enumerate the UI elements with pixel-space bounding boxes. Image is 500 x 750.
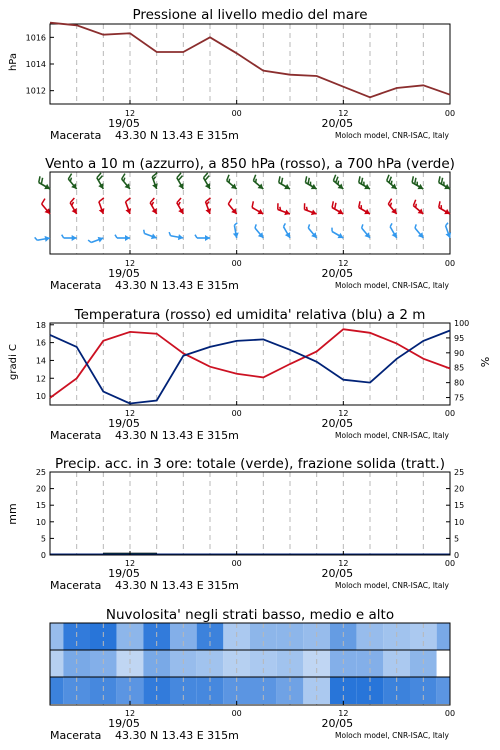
pressure-title: Pressione al livello medio del mare — [132, 7, 368, 23]
y-tick-label: 18 — [35, 320, 46, 330]
x-tick-label: 00 — [444, 709, 456, 718]
x-tick-label: 12 — [338, 409, 349, 418]
wind-barb — [35, 236, 50, 242]
y-tick-label: 10 — [35, 517, 46, 527]
wind-barb-feather — [255, 224, 256, 228]
x-tick-label: 12 — [124, 409, 136, 418]
wind-barb — [68, 174, 76, 189]
wind-barb — [390, 223, 397, 238]
y-tick-label: 25 — [454, 468, 465, 477]
wind-location: Macerata — [50, 279, 102, 292]
wind-barb-feather — [256, 179, 257, 183]
precip-panel — [6, 456, 464, 592]
wind-barb — [252, 201, 263, 214]
wind-barb-feather — [308, 178, 309, 184]
x-tick-label: 00 — [231, 259, 242, 268]
temperature-grid — [77, 323, 424, 405]
cloud-cell — [50, 623, 63, 650]
y-tick-label: 5 — [454, 534, 460, 544]
temperature-coords: 43.30 N 13.43 E 315m — [115, 429, 239, 442]
wind-barb-feather — [229, 179, 230, 183]
wind-barb-feather — [362, 224, 363, 228]
wind-barb-feather — [150, 198, 154, 203]
y-tick-label: 1014 — [25, 60, 46, 69]
wind-barb — [388, 199, 396, 214]
wind-barb-feather — [252, 201, 253, 207]
temperature-ylabel: gradi C — [8, 344, 19, 380]
pressure-grid — [77, 24, 424, 104]
wind-barb — [169, 232, 183, 240]
cloud-cell — [50, 677, 63, 704]
wind-barb — [228, 199, 236, 214]
wind-barb-feather — [361, 178, 362, 184]
wind-barb — [204, 173, 211, 189]
wind-barbs — [35, 173, 451, 243]
wind-barb — [122, 174, 130, 189]
cloud-coords: 43.30 N 13.43 E 315m — [115, 729, 239, 742]
pressure-coords: 43.30 N 13.43 E 315m — [115, 129, 239, 142]
wind-barb-feather — [169, 232, 170, 236]
precip-ylabel: mm — [6, 503, 19, 525]
y-tick-label: 15 — [35, 501, 46, 511]
wind-barb-feather — [391, 181, 392, 185]
cloud-cell — [50, 650, 63, 677]
wind-barb-head — [72, 235, 77, 241]
wind-barb-feather — [441, 178, 442, 184]
wind-barb — [332, 228, 343, 238]
y-tick-label: 0 — [40, 551, 46, 560]
date-label: 20/05 — [321, 717, 354, 730]
x-tick-label: 00 — [231, 409, 242, 418]
x-tick-label: 12 — [124, 559, 136, 568]
wind-barb — [253, 175, 263, 189]
precip-yticks — [36, 468, 54, 560]
date-label: 20/05 — [321, 417, 354, 430]
wind-barb — [195, 235, 210, 241]
wind-barb-feather — [439, 201, 440, 207]
date-label: 19/05 — [108, 117, 140, 130]
x-tick-label: 00 — [231, 109, 242, 118]
temperature-title: Temperatura (rosso) ed umidita' relativa (blu) a 2 m — [74, 307, 426, 323]
cloud-cell — [437, 623, 450, 650]
pressure-line — [50, 23, 450, 98]
wind-barb — [332, 201, 343, 214]
wind-barb — [305, 176, 316, 189]
wind-barb — [308, 224, 316, 238]
wind-barb-feather — [72, 202, 74, 205]
wind-barb — [359, 176, 370, 189]
precip-frame — [50, 472, 450, 555]
y-tick-label: 12 — [35, 374, 46, 384]
wind-barb — [227, 175, 237, 189]
cloud-title: Nuvolosita' negli strati basso, medio e alto — [105, 607, 395, 623]
wind-barb-feather — [88, 240, 91, 242]
y-tick-label: 85 — [454, 363, 465, 373]
x-tick-label: 12 — [124, 709, 136, 718]
wind-barb-feather — [280, 207, 281, 211]
x-tick-label: 12 — [338, 259, 349, 268]
wind-barb-feather — [35, 237, 38, 240]
wind-barb-feather — [39, 176, 40, 182]
wind-barb — [70, 198, 77, 214]
y-tick-label: 95 — [454, 333, 465, 343]
wind-barb-feather — [70, 178, 71, 182]
wind-coords: 43.30 N 13.43 E 315m — [115, 279, 239, 292]
precip-credit: Moloch model, CNR-ISAC, Italy — [335, 581, 449, 590]
wind-barb-feather — [195, 235, 197, 238]
date-label: 19/05 — [108, 567, 140, 580]
y-tick-label: 20 — [454, 484, 465, 494]
temperature-location: Macerata — [50, 429, 102, 442]
y-tick-label: 75 — [454, 393, 465, 403]
wind-barb — [415, 224, 423, 238]
x-tick-label: 12 — [124, 259, 136, 268]
date-label: 19/05 — [108, 717, 140, 730]
y-tick-label: 1012 — [25, 86, 46, 96]
y-tick-label: 1016 — [25, 33, 46, 43]
wind-barb — [284, 223, 291, 238]
temperature-yticks — [36, 321, 54, 401]
wind-barb-feather — [70, 198, 74, 203]
wind-barb — [39, 176, 50, 189]
y-tick-label: 15 — [454, 501, 465, 511]
x-tick-label: 00 — [444, 559, 456, 568]
x-tick-label: 12 — [124, 109, 136, 118]
pressure-location: Macerata — [50, 129, 102, 142]
wind-barb — [412, 176, 423, 189]
x-tick-label: 00 — [444, 259, 456, 268]
y-tick-label: 5 — [40, 534, 46, 544]
wind-barb-feather — [335, 203, 336, 209]
cloud-cells — [50, 623, 450, 704]
precip-coords: 43.30 N 13.43 E 315m — [115, 579, 239, 592]
wind-barb-feather — [178, 202, 180, 205]
x-tick-label: 00 — [444, 109, 456, 118]
wind-barb-feather — [333, 175, 335, 181]
temperature-credit: Moloch model, CNR-ISAC, Italy — [335, 431, 449, 440]
wind-barb — [387, 175, 397, 189]
wind-barb-feather — [359, 176, 360, 182]
precip-grid — [77, 472, 424, 555]
y-tick-label: 0 — [454, 551, 460, 560]
date-label: 20/05 — [321, 567, 354, 580]
wind-barb — [333, 175, 343, 189]
y-tick-label: 16 — [35, 338, 46, 348]
y-tick-label: 10 — [454, 517, 465, 527]
wind-barb-feather — [338, 181, 339, 185]
wind-barb — [150, 198, 157, 214]
wind-barb-feather — [177, 198, 181, 203]
cloud-panel — [50, 607, 455, 742]
wind-barb-feather — [41, 178, 42, 184]
wind-barb — [177, 173, 184, 189]
wind-barb-head — [205, 235, 210, 241]
wind-barb-feather — [115, 235, 117, 238]
wind-barb — [255, 224, 263, 238]
pressure-frame — [50, 24, 450, 104]
wind-barb — [88, 237, 103, 243]
wind-barb — [279, 176, 290, 189]
wind-barb — [413, 200, 423, 214]
wind-barb-feather — [439, 176, 440, 182]
x-tick-label: 12 — [338, 109, 349, 118]
wind-barb-feather — [124, 178, 125, 182]
wind-barb-feather — [332, 201, 333, 207]
cloud-cell — [437, 650, 450, 677]
precip-location: Macerata — [50, 579, 102, 592]
temperature-panel — [8, 307, 492, 442]
y-tick-label: 14 — [35, 356, 46, 366]
wind-barb-feather — [390, 223, 392, 226]
wind-barb-feather — [144, 230, 145, 234]
wind-panel — [35, 156, 455, 292]
wind-barb-feather — [359, 201, 360, 207]
x-tick-label: 12 — [338, 559, 349, 568]
y-tick-label: 20 — [35, 484, 46, 494]
wind-barb-feather — [308, 224, 309, 228]
wind-barb-feather — [234, 223, 237, 226]
wind-credit: Moloch model, CNR-ISAC, Italy — [335, 281, 449, 290]
date-label: 20/05 — [321, 267, 354, 280]
wind-barb-feather — [62, 235, 64, 238]
cloud-cell — [437, 677, 450, 704]
date-label: 19/05 — [108, 267, 140, 280]
wind-barb — [359, 201, 370, 214]
y-tick-label: 90 — [454, 348, 465, 358]
pressure-ylabel: hPa — [8, 52, 19, 72]
wind-barb-feather — [390, 203, 391, 207]
y-tick-label: 10 — [35, 392, 46, 402]
date-label: 19/05 — [108, 417, 140, 430]
wind-barb-feather — [281, 178, 282, 184]
wind-barb — [233, 223, 239, 238]
wind-barb-feather — [416, 204, 417, 208]
wind-barb — [304, 203, 316, 215]
wind-barb — [62, 235, 77, 241]
wind-barb-feather — [42, 199, 45, 204]
wind-barb — [439, 176, 450, 189]
humidity-ylabel: % — [479, 356, 492, 368]
cloud-credit: Moloch model, CNR-ISAC, Italy — [335, 731, 449, 740]
wind-barb — [42, 199, 50, 214]
wind-barb-feather — [446, 223, 448, 226]
x-tick-label: 12 — [338, 709, 349, 718]
wind-barb — [439, 201, 450, 214]
wind-barb — [115, 235, 130, 241]
wind-barb-feather — [415, 224, 416, 228]
wind-barb-feather — [279, 176, 280, 182]
wind-barb-feather — [228, 199, 231, 204]
wind-title: Vento a 10 m (azzurro), a 850 hPa (rosso), a 700 hPa (verde) — [45, 156, 455, 172]
wind-barb — [278, 203, 290, 215]
wind-barb-feather — [307, 207, 308, 211]
precip-yticks-right — [446, 468, 464, 560]
wind-barb — [144, 230, 157, 239]
wind-barb-feather — [152, 202, 154, 205]
wind-barb-head — [125, 235, 130, 241]
y-tick-label: 25 — [35, 468, 46, 477]
precip-title: Precip. acc. in 3 ore: totale (verde), frazione solida (tratt.) — [55, 456, 445, 472]
pressure-panel — [8, 7, 455, 142]
wind-barb — [177, 198, 184, 214]
wind-barb-feather — [305, 176, 306, 182]
wind-barb-feather — [207, 202, 209, 205]
cloud-location: Macerata — [50, 729, 102, 742]
date-label: 20/05 — [321, 117, 354, 130]
wind-barb-feather — [153, 177, 155, 180]
wind-barb-feather — [387, 175, 389, 181]
pressure-credit: Moloch model, CNR-ISAC, Italy — [335, 131, 449, 140]
wind-barb-feather — [415, 178, 416, 184]
wind-barb-feather — [284, 223, 286, 226]
x-tick-label: 00 — [231, 709, 242, 718]
wind-barb — [362, 224, 370, 238]
y-tick-label: 100 — [454, 319, 470, 328]
wind-barb — [97, 173, 104, 189]
x-tick-label: 00 — [444, 409, 456, 418]
y-tick-label: 80 — [454, 378, 465, 388]
wind-barb-feather — [412, 176, 413, 182]
x-tick-label: 00 — [231, 559, 242, 568]
